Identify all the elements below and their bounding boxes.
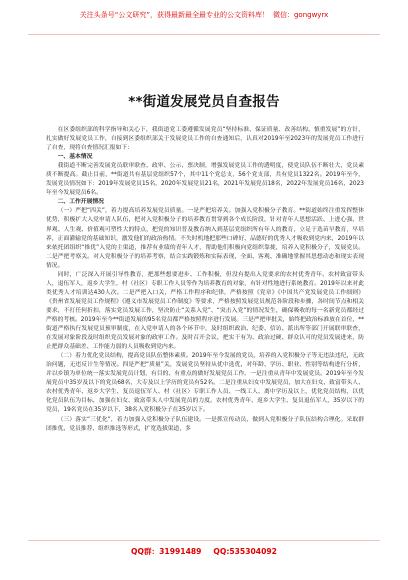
footer-divider [28,540,380,541]
header-divider [28,34,380,35]
promo-wechat: 微信：gongwyrx [272,11,329,19]
contact-footer [0,546,408,558]
body-paragraph: （三）落实“三优化”，着力加强入党积极分子队伍建设。一是抓宣传动员，做到入党积极分子队伍结构合理化。采取群团推优、党员推荐、组织推选等形式，扩宽选拔渠道，多 [46,416,364,432]
body-paragraph: 我街道不断完善发展党员联审联查、政审、公示、票决制，增强发展党员工作的透明度，使党员队伍不断壮大，党员素质不断提高。截止目前，**街道共有基层党组织57个，其中11个党总支，56个党支部，共有党员1322名。2019年至今，发展党员情况如下：2019年发展党员15名，2020年发展党员21名，2021年发展党员18名，2022年发展党员16名，2023年至今发展党员6名。 [46,163,364,197]
section-heading: 二、工作开展情况 [57,199,104,206]
document-title: **街道发展党员自查报告 [128,94,280,110]
body-paragraph: 同时，广泛深入开展引导性教育，把那些想要进步、工作积极，但没有提出入党要求的农村优秀青年、农村致富带头人，退伍军人，返乡大学生，村（社区）专职工作人员等作为培养教育的对象，有针对性地进行系统教育。2019年以来对此类优秀人才培训达430人次。二是严把入口关，严格工作程序和纪律，严格按照《党章》《中国共产党发展党员工作细则》《贵州省发展党员工作规程》《遵义市发展党员工作制度》等要求，严格按照发展党员规范各阶段和步骤，各时间节点和相关要求，不打任何折扣，落实党员发展工作，坚决防止“关系入党”、“突击入党”的情况发生，确保吸收的每一名新党员都经过严格的考核。2019年至今**街道发展的95名党员都严格按照程序进行发展。三是严把审批关，始终把政治标准放在首位，**街道严格执行发展党员预审制度，在入党申请人的各个环节中，及时组织政治、纪委、信访、派出所等部门开展联审联查，在发展对象阶段及时组织党员发展对象的政审工作。及时召开会议，把实干有为、政治过硬、群众认可的党员发展进来，防止把群众基础差、工作能力弱的人员吸收到党内来。 [46,271,364,351]
body-paragraph: （二）着力优化党员结构，提高党员队伍整体素质。2019年至今发展的党员，培养的入党积极分子等无违法违纪，无政治问题，无违反计生等情况。四是严把“质量”关，发展党员坚持从优中选优，对年龄、学历、职业、性别等结构进行分析，并以乡镇为单位统一落实发展党员计划，有目的、有重点的做好发展党员工作。一是注重从青年中发展党员。2019年至今发展党员中35岁及以下的党员68名，大专及以上学历的党员有52名。二是注重从妇女中发展党员，加大在妇女、致富带头人、农村优秀青年、返乡大学生、复员退伍军人、村（社区）专职工作人员、一线工人、离中学历及以上，优化党员结构，以优化党员队伍为目标，加强在妇女、致富带头人中发展党员的力度。农村优秀青年、返乡大学生、复员退伍军人，35岁以下的党员，19名党员在35岁以下，38名入党积极分子在35岁以下。 [46,353,364,414]
document-body [46,126,364,434]
section-heading: 一、基本情况 [57,154,93,161]
promo-text: 关注头条号“公文研究”，获得最新最全最专业的公文资料库！ [79,11,269,19]
qq-number: QQ:535304092 [213,547,277,556]
promo-banner [0,0,408,31]
qq-group: QQ群：31991489 [131,547,202,556]
body-paragraph: （一）严把“四关”，着力提高培养发展党员质量。一是严把培养关。加强入党积极分子教育。**街道始终注重发挥整体优势，积极扩大入党申请人队伍，把对入党积极分子的培养教育贯穿到各个成长阶段，针对青年人思想活跃、上进心强、世界观、人生观、价值观可塑性大的特点，把党的知识普及教育纳入到基层党组织所有年人的教育，立足于选苗早教育，早培养，正面灌输党的基础知识，激发他们的政治热情。不失时机地把那些口碑好、品德好的优秀人才吸收到党内来，2019年以来依托团组织“推优”入党的主渠道，推荐有业绩的青年人才，帮助他们积极向党组织靠拢，培养入党积极分子，发展党员。二是严把考察关。对入党积极分子的培养考察，结合实践锻炼和实际表现，全面、客观、准确地掌握其思想动态和现实表现情况。 [46,208,364,269]
body-paragraph: 在区委组织部的科学指导和关心下，我街道党工委遵循发展党员“坚持标准、保证质量、改善结构、慎重发展”的方针，扎实做好发展党员工作，自接到区委组织部关于发展党员工作的自查通知后，认真对2019年至2023年的发展党员工作进行了自查，现将自查情况汇报如下： [46,127,364,152]
